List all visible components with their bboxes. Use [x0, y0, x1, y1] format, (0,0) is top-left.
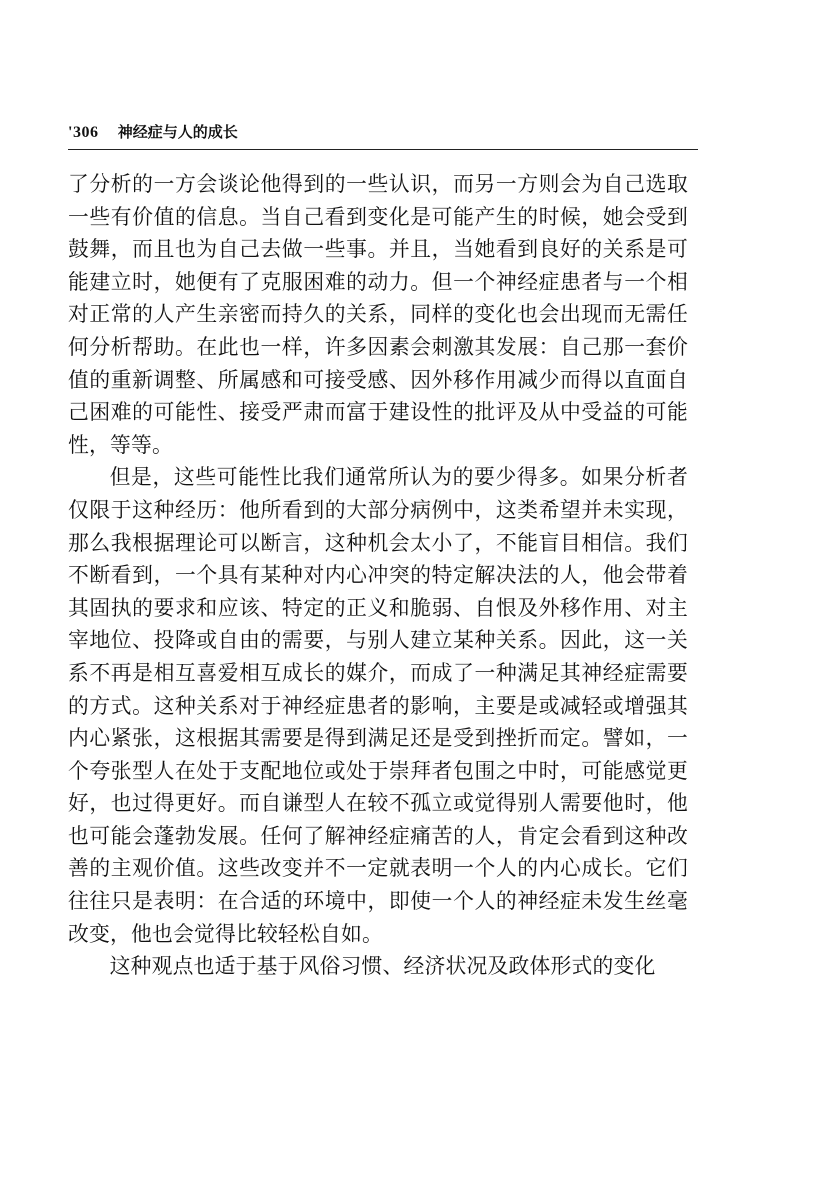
paragraph-2: 但是，这些可能性比我们通常所认为的要少得多。如果分析者仅限于这种经历：他所看到的大部分病例中，这类希望并未实现，那么我根据理论可以断言，这种机会太小了，不能盲目相信。我们不断看到，一个具有某种对内心冲突的特定解决法的人，他会带着其固执的要求和应该、特定的正义和脆弱、自恨及外移作用、对主宰地位、投降或自由的需要，与别人建立某种关系。因此，这一关系不再是相互喜爱相互成长的媒介，而成了一种满足其神经症需要的方式。这种关系对于神经症患者的影响，主要是或减轻或增强其内心紧张，这根据其需要是得到满足还是受到挫折而定。譬如，一个夸张型人在处于支配地位或处于崇拜者包围之中时，可能感觉更好，也过得更好。而自谦型人在较不孤立或觉得别人需要他时，他也可能会蓬勃发展。任何了解神经症痛苦的人，肯定会看到这种改善的主观价值。这些改变并不一定就表明一个人的内心成长。它们往往只是表明：在合适的环境中，即使一个人的神经症未发生丝毫改变，他也会觉得比较轻松自如。: [68, 465, 688, 946]
paragraph-3: 这种观点也适于基于风俗习惯、经济状况及政体形式的变化: [109, 954, 656, 979]
running-title: 神经症与人的成长: [117, 123, 238, 141]
page-header: [68, 120, 698, 144]
header-divider: [68, 149, 698, 150]
page-number: '306: [68, 124, 99, 141]
body-text: [68, 168, 688, 983]
paragraph-1: 了分析的一方会谈论他得到的一些认识，而另一方则会为自己选取一些有价值的信息。当自己看到变化是可能产生的时候，她会受到鼓舞，而且也为自己去做一些事。并且，当她看到良好的关系是可能建立时，她便有了克服困难的动力。但一个神经症患者与一个相对正常的人产生亲密而持久的关系，同样的变化也会出现而无需任何分析帮助。在此也一样，许多因素会刺激其发展：自己那一套价值的重新调整、所属感和可接受感、因外移作用减少而得以直面自己困难的可能性、接受严肃而富于建设性的批评及从中受益的可能性，等等。: [68, 172, 688, 457]
